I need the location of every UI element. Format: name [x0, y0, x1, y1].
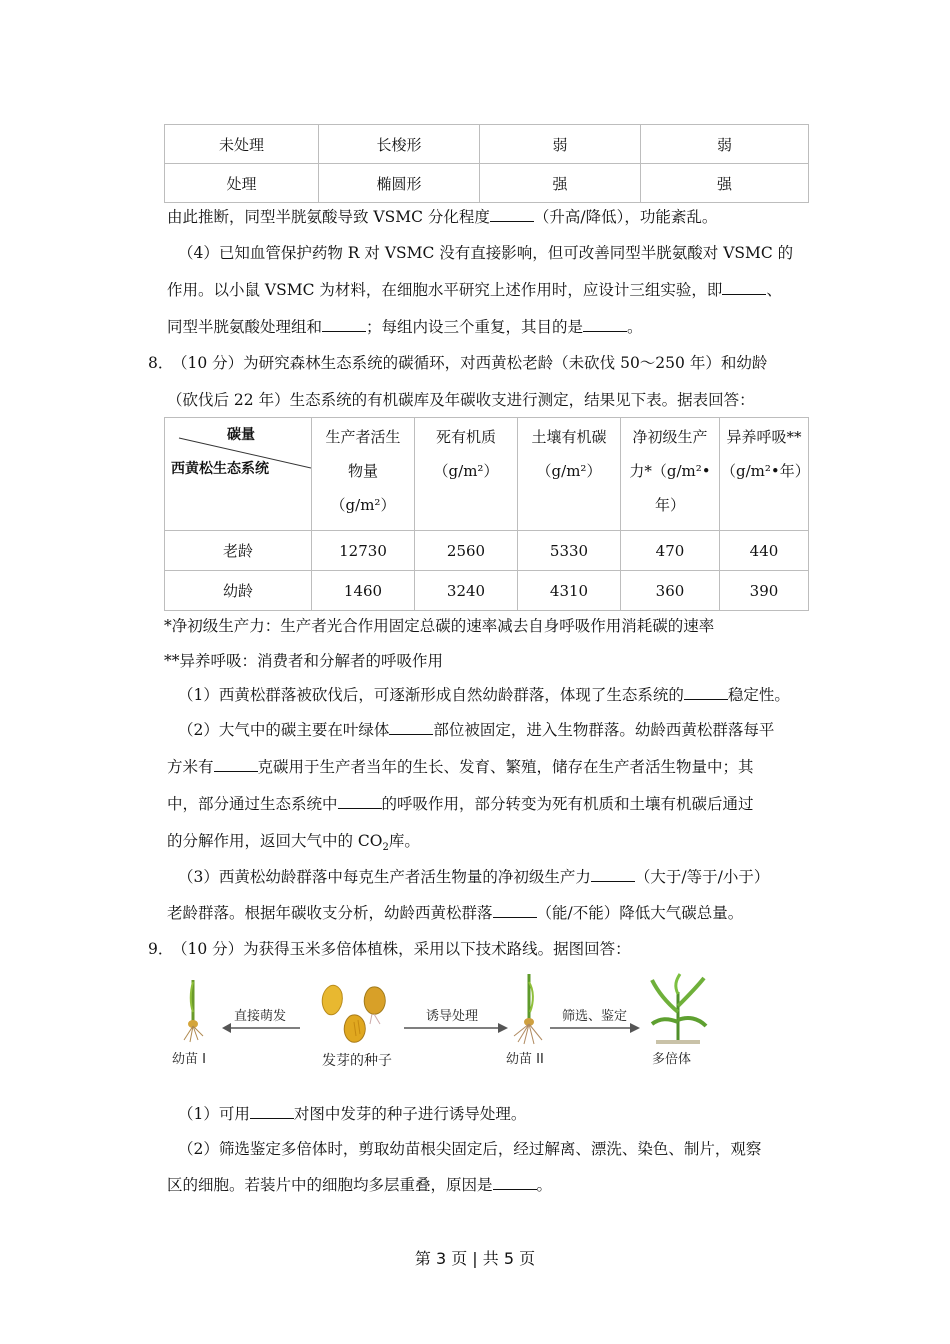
text: （升高/降低），功能紊乱。	[533, 208, 718, 226]
text: ；每组内设三个重复，其目的是	[366, 318, 584, 336]
q9-part2-line2	[167, 1173, 552, 1195]
corner-top-label: 碳量	[227, 427, 255, 443]
header-text: 年）	[654, 496, 685, 514]
header-cell	[312, 418, 415, 531]
header-text: （g/m²•年）	[721, 462, 810, 480]
header-text: 物量	[347, 462, 378, 480]
q7-part4-line1	[178, 241, 793, 263]
arrow-right-label: 筛选、鉴定	[562, 1009, 628, 1024]
text: 同型半胱氨酸处理组和	[167, 318, 323, 336]
table-cell: 390	[720, 571, 809, 611]
text: 部位被固定，进入生物群落。幼龄西黄松群落每平	[433, 721, 775, 739]
text: 。	[536, 1176, 553, 1194]
q8-intro-line2: （砍伐后 22 年）生态系统的有机碳库及年碳收支进行测定，结果见下表。据表回答：	[167, 391, 755, 409]
text: 区的细胞。若装片中的细胞均多层重叠，原因是	[167, 1176, 493, 1194]
text: （3）西黄松幼龄群落中每克生产者活生物量的净初级生产力	[178, 868, 591, 886]
header-cell	[415, 418, 518, 531]
q8-intro-line1: （10 分）为研究森林生态系统的碳循环，对西黄松老龄（未砍伐 50～250 年）和幼龄	[172, 354, 768, 372]
footnote-2: **异养呼吸：消费者和分解者的呼吸作用	[164, 652, 444, 670]
table-cell: 强	[480, 164, 641, 203]
table-cell: 12730	[312, 531, 415, 571]
q9-part1	[178, 1102, 526, 1124]
header-text: （g/m²）	[330, 496, 396, 514]
header-cell	[621, 418, 720, 531]
seeds-image	[314, 978, 404, 1046]
header-text: 生产者活生	[325, 428, 401, 446]
q8-part2-line3	[167, 792, 754, 814]
arrow-mid-label: 诱导处理	[426, 1009, 479, 1024]
table-header-row	[165, 418, 809, 531]
arrow-mid-icon	[404, 1022, 508, 1034]
corner-bottom-label: 西黄松生态系统	[171, 461, 269, 477]
table-cell: 440	[720, 531, 809, 571]
text: 稳定性。	[727, 686, 790, 704]
text: 作用。以小鼠 VSMC 为材料，在细胞水平研究上述作用时，应设计三组实验，即	[167, 281, 723, 299]
text: 方米有	[167, 758, 214, 776]
answer-blank[interactable]	[389, 720, 433, 735]
answer-blank[interactable]	[591, 867, 635, 882]
arrow-left-icon	[222, 1022, 302, 1034]
subscript: 2	[382, 842, 389, 854]
q8-part3-line2	[167, 901, 743, 923]
table-cell: 1460	[312, 571, 415, 611]
answer-blank[interactable]	[214, 757, 258, 772]
header-cell	[720, 418, 809, 531]
q8-part2-line4	[167, 829, 420, 853]
table-row	[165, 125, 809, 164]
table-cell: 幼龄	[165, 571, 312, 611]
table-cell: 强	[641, 164, 809, 203]
text: 老龄群落。根据年碳收支分析，幼龄西黄松群落	[167, 904, 493, 922]
text: 的呼吸作用，部分转变为死有机质和土壤有机碳后通过	[381, 795, 754, 813]
table-row	[165, 571, 809, 611]
footnote-1: *净初级生产力：生产者光合作用固定总碳的速率减去自身呼吸作用消耗碳的速率	[164, 617, 715, 635]
text: 克碳用于生产者当年的生长、发育、繁殖，储存在生产者活生物量中；其	[257, 758, 754, 776]
seedling-1-image	[178, 976, 208, 1044]
table-cell: 老龄	[165, 531, 312, 571]
table-cell: 3240	[415, 571, 518, 611]
answer-blank[interactable]	[493, 1175, 537, 1190]
table-cell-morphology	[164, 124, 809, 203]
table-cell: 4310	[518, 571, 621, 611]
seedling-2-label: 幼苗 II	[506, 1052, 544, 1067]
text: （1）西黄松群落被砍伐后，可逐渐形成自然幼龄群落，体现了生态系统的	[178, 686, 684, 704]
table-cell: 弱	[480, 125, 641, 164]
question-number: 8．	[148, 354, 174, 372]
text: 对图中发芽的种子进行诱导处理。	[293, 1105, 527, 1123]
q9-intro: （10 分）为获得玉米多倍体植株，采用以下技术路线。据图回答：	[172, 940, 631, 958]
table-cell: 长梭形	[319, 125, 480, 164]
header-text: 土壤有机碳	[531, 428, 607, 446]
header-text: （g/m²）	[433, 462, 499, 480]
polyploid-plant-image	[648, 972, 708, 1046]
seedling-2-image	[512, 972, 546, 1046]
table-cell: 未处理	[165, 125, 319, 164]
arrow-left-label: 直接萌发	[234, 1009, 287, 1024]
header-cell	[518, 418, 621, 531]
answer-blank[interactable]	[583, 317, 627, 332]
header-text: 力*（g/m²•	[629, 462, 711, 480]
header-text: 异养呼吸**	[726, 428, 802, 446]
text: 。	[627, 318, 643, 336]
text: （1）可用	[178, 1105, 250, 1123]
table-carbon	[164, 417, 809, 611]
answer-blank[interactable]	[250, 1104, 294, 1119]
table-cell: 2560	[415, 531, 518, 571]
table-cell: 椭圆形	[319, 164, 480, 203]
arrow-right-icon	[550, 1022, 640, 1034]
answer-blank[interactable]	[322, 317, 366, 332]
seedling-1-label: 幼苗 I	[172, 1052, 206, 1067]
table-row	[165, 164, 809, 203]
table-cell: 弱	[641, 125, 809, 164]
text: 由此推断，同型半胱氨酸导致 VSMC 分化程度	[167, 208, 490, 226]
text: （能/不能）降低大气碳总量。	[536, 904, 744, 922]
text: （大于/等于/小于）	[634, 868, 770, 886]
text: 中，部分通过生态系统中	[167, 795, 338, 813]
table-cell: 处理	[165, 164, 319, 203]
table-cell: 5330	[518, 531, 621, 571]
header-text: 净初级生产	[632, 428, 708, 446]
process-figure	[164, 968, 724, 1078]
table-cell: 470	[621, 531, 720, 571]
answer-blank[interactable]	[722, 280, 766, 295]
header-text: 死有机质	[435, 428, 496, 446]
question-number: 9．	[148, 940, 174, 958]
text: 的分解作用，返回大气中的 CO	[167, 832, 383, 850]
q8-part1	[178, 683, 790, 705]
text: （4）已知血管保护药物 R 对 VSMC 没有直接影响，但可改善同型半胱氨酸对 VSMC 的	[178, 244, 794, 262]
q7-part4-line3	[167, 315, 643, 337]
q7-conclusion	[167, 205, 717, 227]
header-text: （g/m²）	[536, 462, 602, 480]
text: 、	[766, 281, 782, 299]
table-corner-cell	[165, 418, 312, 531]
q8-part2-line1	[178, 718, 774, 740]
page-footer: 第 3 页 | 共 5 页	[414, 1249, 536, 1268]
q8-part3-line1	[178, 865, 769, 887]
answer-blank[interactable]	[338, 794, 382, 809]
q7-part4-line2	[167, 278, 782, 300]
text: （2）大气中的碳主要在叶绿体	[178, 721, 390, 739]
seed-label: 发芽的种子	[322, 1053, 392, 1069]
table-cell: 360	[621, 571, 720, 611]
answer-blank[interactable]	[684, 685, 728, 700]
polyploid-label: 多倍体	[652, 1052, 692, 1067]
text: 库。	[388, 832, 420, 850]
q8-part2-line2	[167, 755, 754, 777]
q9-part2-line1: （2）筛选鉴定多倍体时，剪取幼苗根尖固定后，经过解离、漂洗、染色、制片，观察	[178, 1140, 762, 1158]
answer-blank[interactable]	[493, 903, 537, 918]
table-row	[165, 531, 809, 571]
answer-blank[interactable]	[490, 207, 534, 222]
